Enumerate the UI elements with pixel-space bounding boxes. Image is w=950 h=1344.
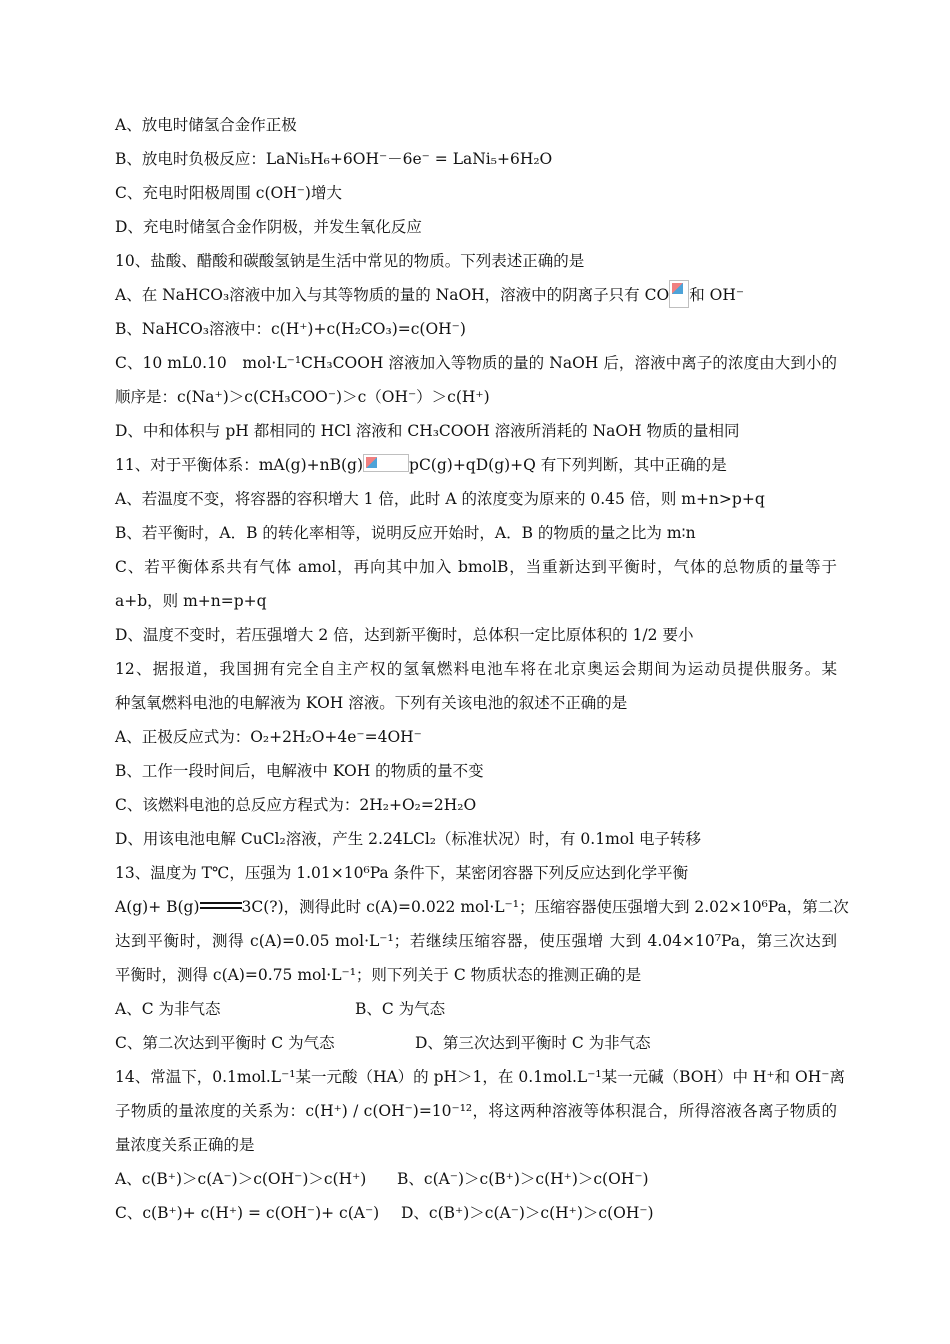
q11-option-a: A、若温度不变，将容器的容积增大 1 倍，此时 A 的浓度变为原来的 0.45 倍，则 m+n>p+q (115, 490, 765, 508)
q14-option-c: C、c(B⁺)+ c(H⁺) = c(OH⁻)+ c(A⁻) (115, 1204, 380, 1222)
q12-option-b: B、工作一段时间后，电解液中 KOH 的物质的量不变 (115, 762, 484, 780)
equilibrium-arrow-icon (200, 899, 242, 911)
q13-option-d: D、第三次达到平衡时 C 为非气态 (415, 1034, 651, 1052)
q14-option-b: B、c(A⁻)＞c(B⁺)＞c(H⁺)＞c(OH⁻) (397, 1170, 649, 1188)
q12-option-a: A、正极反应式为：O₂+2H₂O+4e⁻=4OH⁻ (115, 728, 422, 746)
q14-stem-line1: 14、常温下，0.1mol.L⁻¹某一元酸（HA）的 pH＞1，在 0.1mol.L⁻¹某一元碱（BOH）中 H⁺和 OH⁻离 (115, 1068, 845, 1086)
q10-stem: 10、盐酸、醋酸和碳酸氢钠是生活中常见的物质。下列表述正确的是 (115, 252, 585, 270)
q13-line4: 平衡时，测得 c(A)=0.75 mol·L⁻¹；则下列关于 C 物质状态的推测正确的是 (115, 966, 642, 984)
q13-options-row1 (115, 992, 837, 1026)
q9-option-a: A、放电时储氢合金作正极 (115, 116, 297, 134)
q10-option-b: B、NaHCO₃溶液中：c(H⁺)+c(H₂CO₃)=c(OH⁻) (115, 320, 466, 338)
q11-stem-tail: pC(g)+qD(g)+Q 有下列判断，其中正确的是 (409, 456, 727, 474)
q13-line2-tail: 3C(?)，测得此时 c(A)=0.022 mol·L⁻¹；压缩容器使压强增大到 2.02×10⁶Pa，第二次 (241, 898, 849, 916)
q10-option-c-line2: 顺序是：c(Na⁺)＞c(CH₃COO⁻)＞c（OH⁻）＞c(H⁺) (115, 388, 490, 406)
q13-stem: 13、温度为 T℃，压强为 1.01×10⁶Pa 条件下，某密闭容器下列反应达到化学平衡 (115, 864, 689, 882)
q14-option-a: A、c(B⁺)＞c(A⁻)＞c(OH⁻)＞c(H⁺) (115, 1170, 367, 1188)
q13-line2-text: A(g)+ B(g) (115, 898, 200, 916)
q13-option-c: C、第二次达到平衡时 C 为气态 (115, 1034, 335, 1052)
q13-line3: 达到平衡时，测得 c(A)=0.05 mol·L⁻¹；若继续压缩容器，使压强增 大到 4.04×10⁷Pa，第三次达到 (115, 932, 837, 950)
q12-option-d: D、用该电池电解 CuCl₂溶液，产生 2.24LCl₂（标准状况）时，有 0.1mol 电子转移 (115, 830, 701, 848)
q11-stem (115, 448, 837, 482)
exam-page (115, 108, 849, 1230)
q12-stem-line1: 12、据报道，我国拥有完全自主产权的氢氧燃料电池车将在北京奥运会期间为运动员提供服务。某 (115, 660, 837, 678)
q10-option-a (115, 278, 837, 312)
q11-option-c-line1: C、若平衡体系共有气体 amol，再向其中加入 bmolB，当重新达到平衡时，气体的总物质的量等于 (115, 558, 837, 576)
q11-stem-text: 11、对于平衡体系：mA(g)+nB(g) (115, 456, 364, 474)
q13-option-a: A、C 为非气态 (115, 1000, 221, 1018)
q14-stem-line2: 子物质的量浓度的关系为：c(H⁺) / c(OH⁻)=10⁻¹²，将这两种溶液等体积混合，所得溶液各离子物质的 (115, 1102, 837, 1120)
q10-option-a-tail: 和 OH⁻ (689, 286, 745, 304)
q12-option-c: C、该燃料电池的总反应方程式为：2H₂+O₂=2H₂O (115, 796, 477, 814)
q10-option-d: D、中和体积与 pH 都相同的 HCl 溶液和 CH₃COOH 溶液所消耗的 NaOH 物质的量相同 (115, 422, 740, 440)
broken-image-icon (363, 454, 409, 472)
q13-line2 (115, 890, 849, 924)
q9-option-b: B、放电时负极反应：LaNi₅H₆+6OH⁻－6e⁻ = LaNi₅+6H₂O (115, 150, 553, 168)
q14-options-row2 (115, 1196, 837, 1230)
broken-image-icon (669, 280, 689, 308)
q9-option-c: C、充电时阳极周围 c(OH⁻)增大 (115, 184, 342, 202)
q13-option-b: B、C 为气态 (355, 1000, 446, 1018)
q14-options-row1 (115, 1162, 837, 1196)
q9-option-d: D、充电时储氢合金作阴极，并发生氧化反应 (115, 218, 422, 236)
q14-stem-line3: 量浓度关系正确的是 (115, 1136, 255, 1154)
q12-stem-line2: 种氢氧燃料电池的电解液为 KOH 溶液。下列有关该电池的叙述不正确的是 (115, 694, 628, 712)
q10-option-c-line1: C、10 mL0.10 mol·L⁻¹CH₃COOH 溶液加入等物质的量的 NaOH 后，溶液中离子的浓度由大到小的 (115, 354, 837, 372)
q11-option-c-line2: a+b，则 m+n=p+q (115, 592, 267, 610)
q11-option-d: D、温度不变时，若压强增大 2 倍，达到新平衡时，总体积一定比原体积的 1/2 要小 (115, 626, 694, 644)
q14-option-d: D、c(B⁺)＞c(A⁻)＞c(H⁺)＞c(OH⁻) (401, 1204, 654, 1222)
q11-option-b: B、若平衡时，A．B 的转化率相等，说明反应开始时，A．B 的物质的量之比为 m∶n (115, 524, 696, 542)
q10-option-a-text: A、在 NaHCO₃溶液中加入与其等物质的量的 NaOH，溶液中的阴离子只有 CO (115, 286, 670, 304)
q13-options-row2 (115, 1026, 837, 1060)
